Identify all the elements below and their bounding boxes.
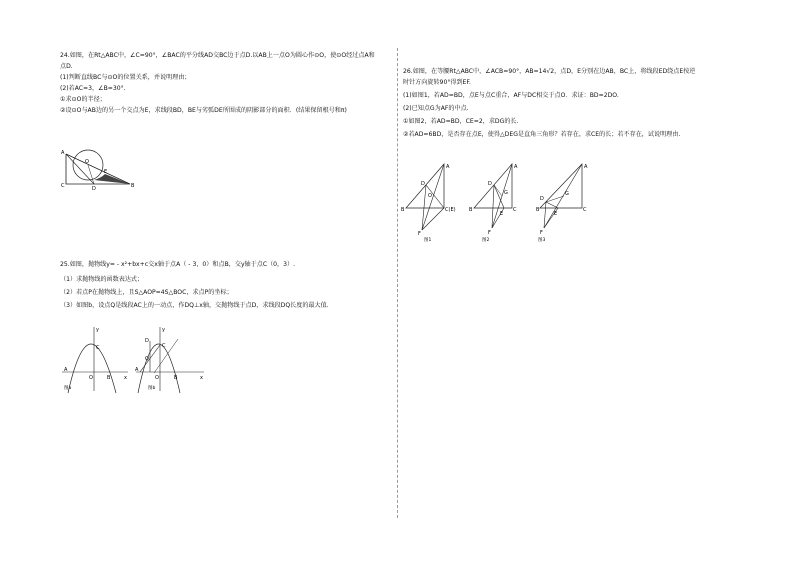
- q26f1-label-d: D: [421, 181, 425, 187]
- q26-stem-line1: 26.如图，在等腰Rt△ABC中，∠ACB=90°，AB=14√2，点D，E分别在边AB，BC上，将线段ED绕点E按逆: [403, 68, 696, 75]
- q26f1-caption: 图1: [424, 238, 432, 242]
- q25a-label-c: C: [96, 345, 100, 351]
- q25b-label-q: Q: [145, 356, 149, 362]
- q25b-label-c: C: [162, 343, 166, 349]
- q26f3-label-b: B: [536, 207, 540, 213]
- q26f3-label-a: A: [584, 164, 588, 170]
- q26f3-label-e: E: [554, 211, 558, 217]
- q25b-label-x: x: [200, 375, 203, 381]
- q26f1-fc: [422, 208, 444, 230]
- q25b-label-y: y: [162, 327, 165, 333]
- q25a-label-x: x: [124, 375, 127, 381]
- q26f3-label-c: C: [583, 207, 587, 213]
- q24-part2b: ②设⊙O与AB边的另一个交点为E，求线段BD，BE与劣弧DE所围成的阴影部分的面积．(结果保留根号和π): [60, 107, 347, 114]
- q24-part2: (2)若AC=3，∠B=30°.: [60, 85, 126, 92]
- q26f2-de: [494, 185, 504, 208]
- q26f1-af: [422, 164, 444, 230]
- q26f3-label-d: D: [540, 196, 544, 202]
- q24-part1: (1)判断直线BC与⊙O的位置关系，并说明理由；: [60, 74, 191, 81]
- q25-stem: 25.如图，抛物线y= - x²+bx+c交x轴于点A（ - 3，0）和点B，交y轴于点C（0，3）.: [60, 261, 296, 268]
- q26-part2: (2)已知点G为AF的中点.: [403, 105, 469, 112]
- q26f2-label-f: F: [488, 230, 491, 236]
- q24-label-c: C: [61, 183, 65, 189]
- q26f2-label-d: D: [488, 181, 492, 187]
- q26f1-label-f: F: [418, 231, 421, 237]
- q25a-caption: 图a: [64, 386, 72, 391]
- q26f1-label-b: B: [401, 207, 405, 213]
- column-divider: [397, 48, 398, 518]
- q26f3-caption: 图3: [538, 238, 546, 242]
- q25a-parabola: [68, 344, 116, 393]
- question-25: [60, 259, 390, 311]
- q24-stem-line1: 24.如图，在Rt△ABC中，∠C=90°，∠BAC的平分线AD交BC边于点D.以AB上一点O为圆心作⊙O，使⊙O经过点A和: [60, 52, 375, 59]
- q26f2-df: [492, 185, 494, 228]
- question-24: [60, 50, 390, 116]
- q26-figure-1: [400, 160, 466, 242]
- q24-stem-line2: 点D.: [60, 63, 73, 70]
- q26f2-label-a: A: [514, 164, 518, 170]
- q25-figure-a: [60, 325, 130, 395]
- q24-label-e: E: [104, 169, 108, 175]
- q26f2-caption: 图2: [482, 238, 490, 242]
- q26-figure-3: [536, 160, 598, 242]
- question-26: [403, 66, 743, 140]
- q26f1-label-o: O: [428, 193, 432, 199]
- q25a-label-b: B: [107, 375, 111, 381]
- q26f3-label-g: G: [565, 191, 569, 197]
- q25-figure-b: [134, 325, 206, 395]
- q26f2-label-b: B: [469, 207, 473, 213]
- q24-label-o: O: [85, 159, 89, 165]
- q26f3-df: [544, 202, 546, 228]
- q26-stem-line2: 时针方向旋转90°得到EF.: [403, 79, 471, 86]
- q26f2-label-g: G: [504, 190, 508, 196]
- q25b-label-d: D: [145, 338, 149, 344]
- q24-label-d: D: [92, 186, 96, 192]
- right-column: [403, 66, 743, 140]
- q24-part2a: ①求⊙O的半径；: [60, 96, 106, 103]
- q26-part1: (1)如图1，若AD=BD，点E与点C重合，AF与DC相交于点O．求证：BD=2DO.: [403, 92, 619, 99]
- q24-label-b: B: [131, 183, 135, 189]
- q25-part3: （3）如图b，设点Q是线段AC上的一动点，作DQ⊥x轴，交抛物线于点D，求线段DQ长度的最大值.: [60, 302, 329, 309]
- q25b-label-b: B: [174, 375, 178, 381]
- q26f2-label-e: E: [500, 211, 504, 217]
- q26-figure-2: [468, 160, 536, 242]
- q25a-label-y: y: [96, 327, 99, 333]
- q26f3-af: [544, 164, 582, 228]
- q25b-label-o: O: [155, 375, 159, 381]
- left-column: [60, 50, 390, 116]
- q24-bisector: [66, 154, 94, 184]
- q26f3-triangle: [540, 164, 582, 208]
- q25-part2: （2）若点P在抛物线上，且S△AOP=4S△BOC，求点P的坐标；: [60, 289, 233, 296]
- q26-part2b: ②若AD=6BD，是否存在点E，使得△DEG是直角三角形？若存在，求CE的长；若不存在，试说明理由.: [403, 131, 681, 138]
- q26-part2a: ①如图2，若AD=BD，CE=2，求DG的长.: [403, 118, 519, 125]
- q25b-parabola: [138, 344, 180, 393]
- q26f3-label-f: F: [540, 230, 543, 236]
- q24-figure: [58, 140, 158, 192]
- q25a-label-a: A: [64, 367, 68, 373]
- q25a-label-o: O: [89, 375, 93, 381]
- q26f1-label-a: A: [446, 164, 450, 170]
- q26f2-label-c: C: [513, 207, 517, 213]
- q24-label-a: A: [61, 150, 65, 156]
- q26f1-triangle: [406, 164, 444, 208]
- q25-part1: （1）求抛物线的函数表达式；: [60, 276, 144, 283]
- q25b-caption: 图b: [148, 386, 156, 391]
- q26f1-label-ce: C(E): [445, 207, 456, 213]
- q25b-label-a: A: [135, 367, 139, 373]
